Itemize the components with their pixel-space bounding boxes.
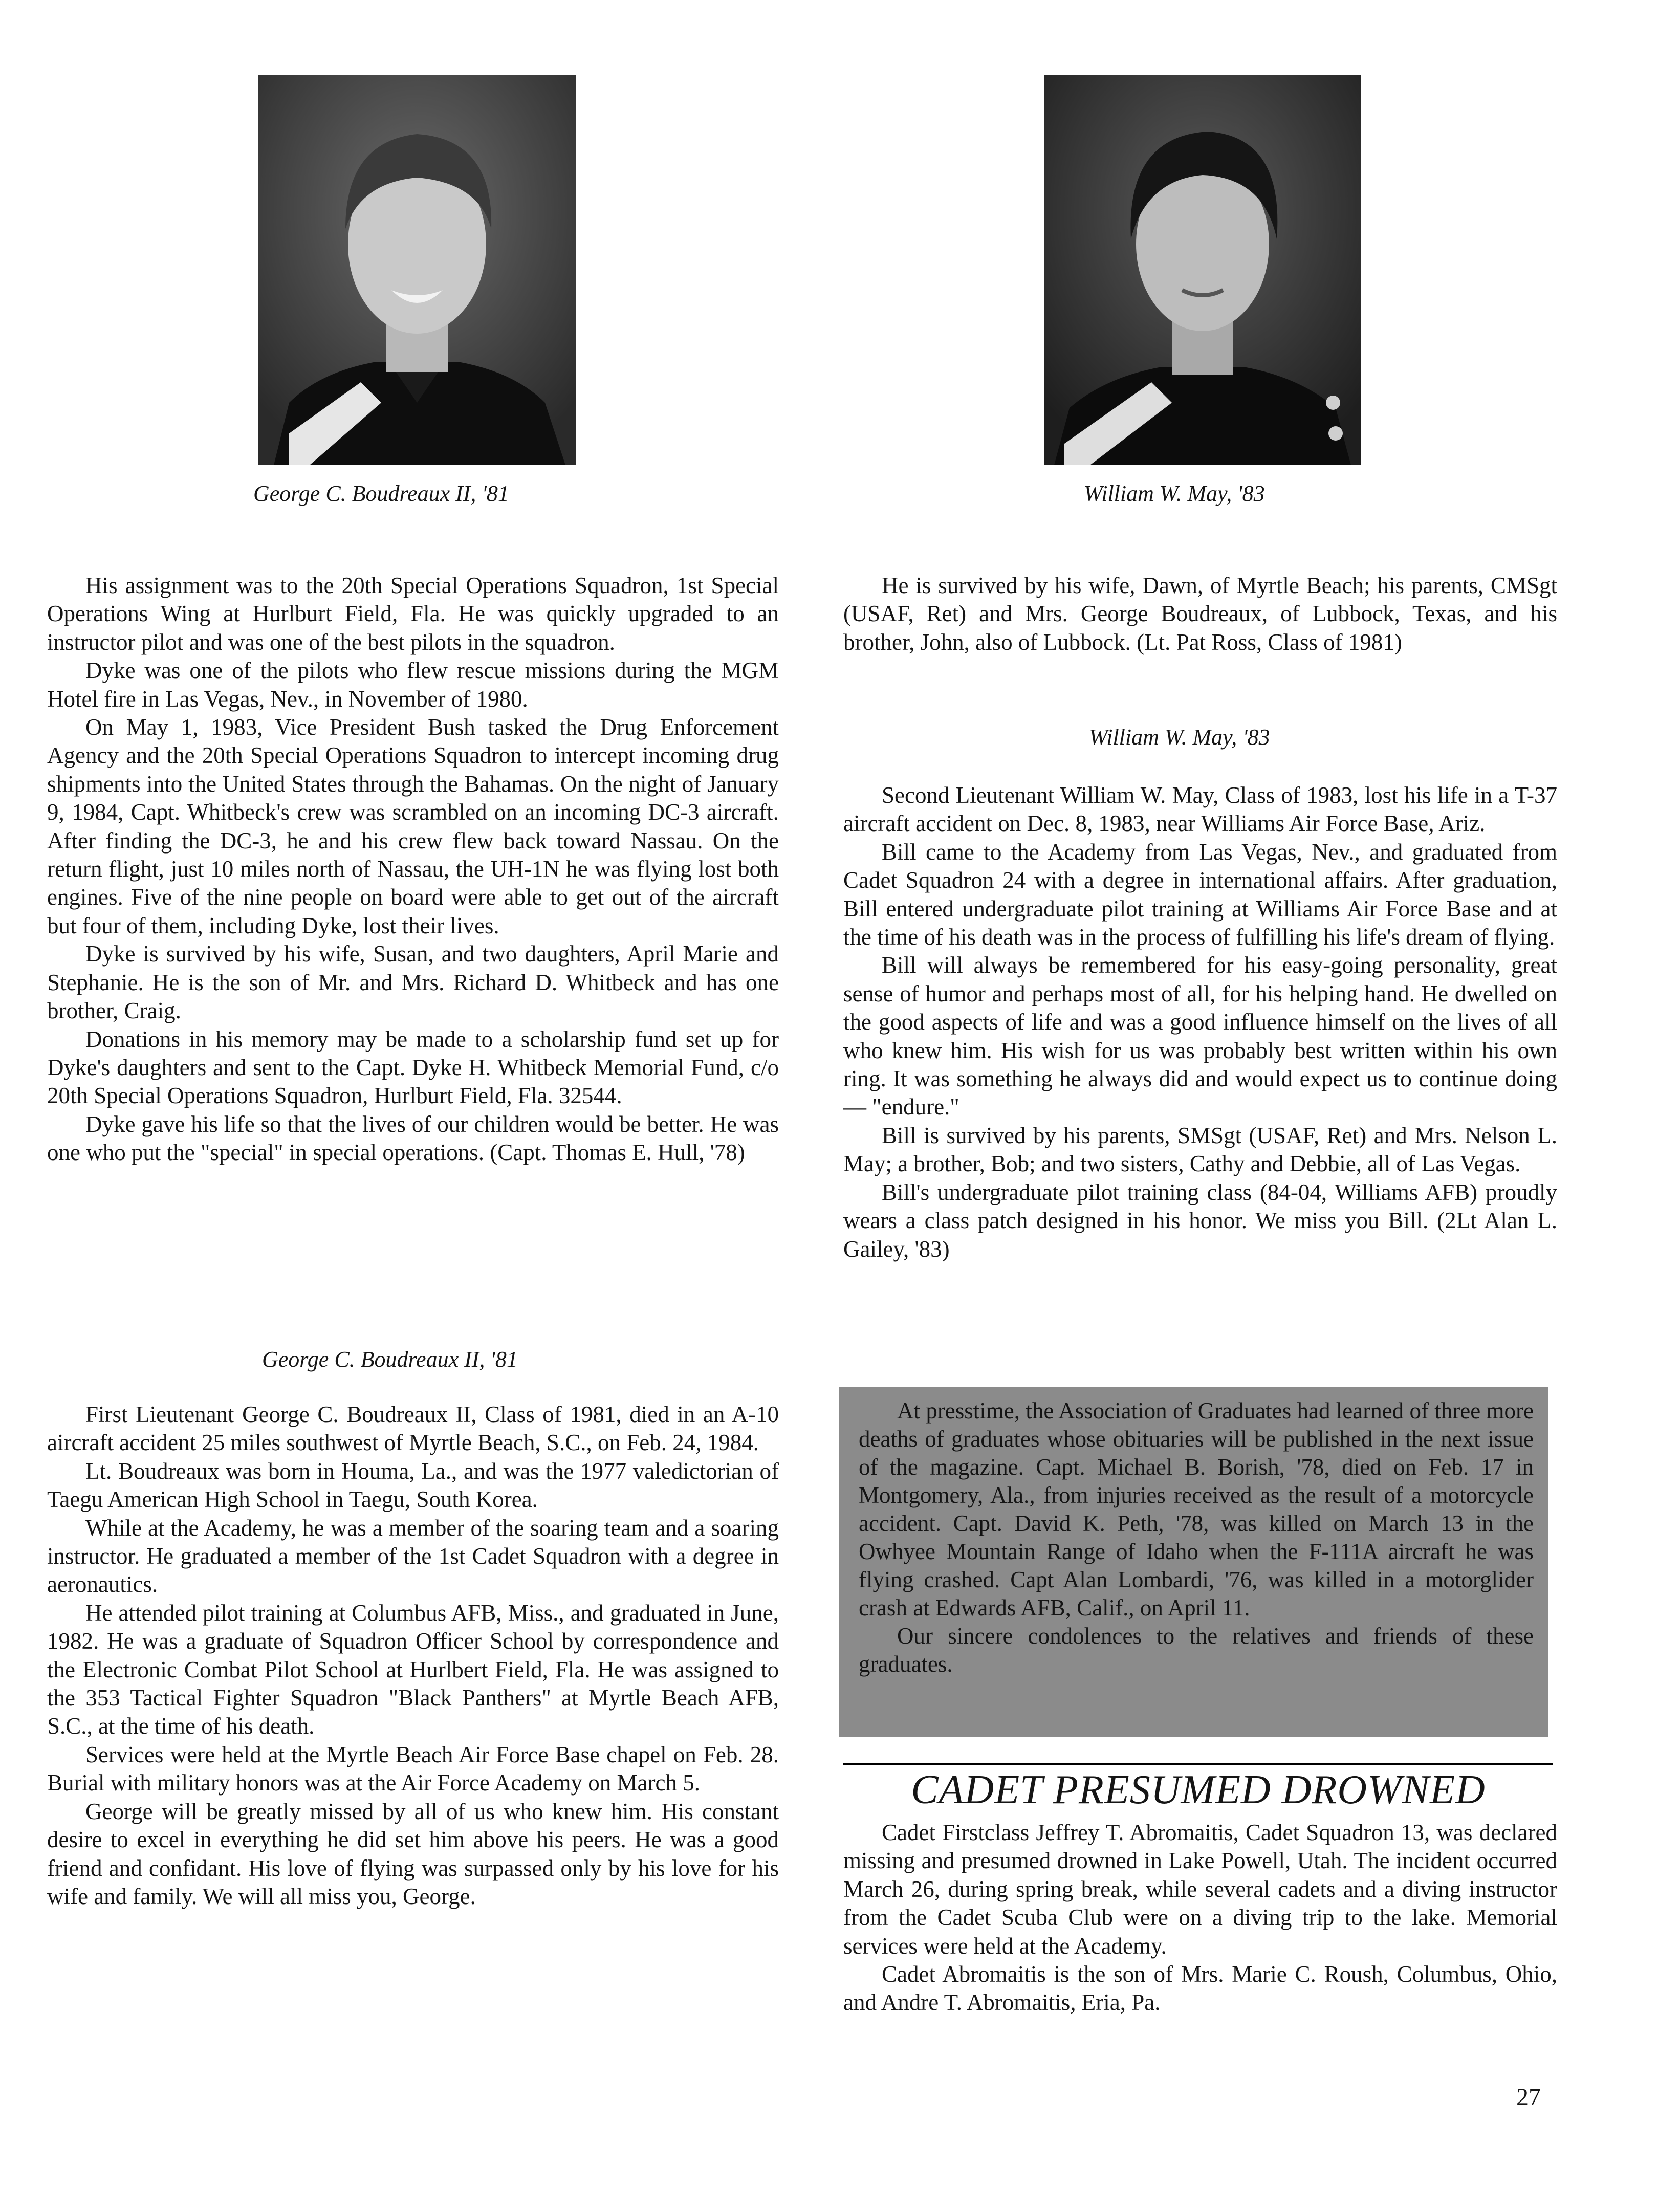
paragraph: Bill's undergraduate pilot training class (84-04, Williams AFB) proudly wears a class patch designed in his honor. We miss you Bill. (2Lt Alan L. Gailey, '83) — [843, 1179, 1557, 1262]
obituary-heading-boudreaux: George C. Boudreaux II, '81 — [262, 1347, 518, 1372]
article-headline: CADET PRESUMED DROWNED — [911, 1767, 1486, 1812]
paragraph: Cadet Firstclass Jeffrey T. Abromaitis, Cadet Squadron 13, was declared missing and presumed drowned in Lake Powell, Utah. The incident occurred March 26, during spring break, while several cadets and a diving instructor from the Cadet Scuba Club were on a diving trip to the lake. Memorial services were held at the Academy. — [843, 1820, 1557, 1959]
paragraph: Services were held at the Myrtle Beach Air Force Base chapel on Feb. 28. Burial with military honors was at the Air Force Academy on March 5. — [47, 1741, 779, 1796]
paragraph: While at the Academy, he was a member of the soaring team and a soaring instructor. He graduated a member of the 1st Cadet Squadron with a degree in aeronautics. — [47, 1515, 779, 1598]
paragraph: On May 1, 1983, Vice President Bush tasked the Drug Enforcement Agency and the 20th Special Operations Squadron to intercept incoming drug shipments into the United States through the Bahamas. On the night of January 9, 1984, Capt. Whitbeck's crew was scrambled on an incoming DC-3 aircraft. After finding the DC-3, he and his crew flew back toward Nassau. On the return flight, just 10 miles north of Nassau, the UH-1N he was flying lost both engines. Five of the nine people on board were able to get out of the aircraft but four of them, including Dyke, lost their lives. — [47, 714, 779, 938]
cadet-article — [843, 1819, 1557, 2017]
whitbeck-obituary-continued — [47, 572, 779, 1167]
paragraph: Bill is survived by his parents, SMSgt (USAF, Ret) and Mrs. Nelson L. May; a brother, Bob; and two sisters, Cathy and Debbie, all of Las Vegas. — [843, 1122, 1557, 1177]
paragraph: Our sincere condolences to the relatives and friends of these graduates. — [859, 1623, 1534, 1677]
paragraph: Dyke is survived by his wife, Susan, and two daughters, April Marie and Stephanie. He is the son of Mr. and Mrs. Richard D. Whitbeck and has one brother, Craig. — [47, 941, 779, 1024]
paragraph: He attended pilot training at Columbus AFB, Miss., and graduated in June, 1982. He was a graduate of Squadron Officer School by correspondence and the Electronic Combat Pilot School at Hurlbert Field, Fla. He was assigned to the 353 Tactical Fighter Squadron "Black Panthers" at Myrtle Beach AFB, S.C., at the time of his death. — [47, 1600, 779, 1739]
paragraph: Dyke gave his life so that the lives of our children would be better. He was one who put the "special" in special operations. (Capt. Thomas E. Hull, '78) — [47, 1111, 779, 1166]
photo-caption-boudreaux: George C. Boudreaux II, '81 — [253, 481, 509, 506]
paragraph: His assignment was to the 20th Special Operations Squadron, 1st Special Operations Wing at Hurlburt Field, Fla. He was quickly upgraded to an instructor pilot and was one of the best pilots in the squadron. — [47, 573, 779, 655]
paragraph: At presstime, the Association of Graduates had learned of three more deaths of graduates whose obituaries will be published in the next issue of the magazine. Capt. Michael B. Borish, '78, died on Feb. 17 in Montgomery, Ala., from injuries received as the result of a motorcycle accident. Capt. David K. Peth, '78, was killed on March 13 in the Owhyee Mountain Range of Idaho when the F-111A aircraft he was flying crashed. Capt Alan Lombardi, '76, was killed in a motorglider crash at Edwards AFB, Calif., on April 11. — [859, 1398, 1534, 1621]
paragraph: He is survived by his wife, Dawn, of Myrtle Beach; his parents, CMSgt (USAF, Ret) and Mrs. George Boudreaux, of Lubbock, Texas, and his brother, John, also of Lubbock. (Lt. Pat Ross, Class of 1981) — [843, 573, 1557, 655]
paragraph: George will be greatly missed by all of us who knew him. His constant desire to excel in everything he did set him above his peers. He was a good friend and confidant. His love of flying was surpassed only by his love for his wife and family. We will all miss you, George. — [47, 1798, 779, 1909]
paragraph: Bill came to the Academy from Las Vegas, Nev., and graduated from Cadet Squadron 24 with a degree in international affairs. After graduation, Bill entered undergraduate pilot training at Williams Air Force Base and at the time of his death was in the process of fulfilling his life's dream of flying. — [843, 839, 1557, 950]
portrait-photo-boudreaux — [258, 75, 576, 465]
paragraph: First Lieutenant George C. Boudreaux II, Class of 1981, died in an A-10 aircraft accident 25 miles southwest of Myrtle Beach, S.C., on Feb. 24, 1984. — [47, 1402, 779, 1456]
paragraph: Lt. Boudreaux was born in Houma, La., and was the 1977 valedictorian of Taegu American High School in Taegu, South Korea. — [47, 1458, 779, 1513]
boudreaux-obituary — [47, 1401, 779, 1911]
paragraph: Bill will always be remembered for his easy-going personality, great sense of humor and perhaps most of all, for his helping hand. He dwelled on the good aspects of life and was a good influence himself on the lives of all who knew him. His wish for us was probably best written within his own ring. It was something he always did and would expect us to continue doing — "endure." — [843, 952, 1557, 1120]
paragraph: Donations in his memory may be made to a scholarship fund set up for Dyke's daughters and sent to the Capt. Dyke H. Whitbeck Memorial Fund, c/o 20th Special Operations Squadron, Hurlburt Field, Fla. 32544. — [47, 1026, 779, 1109]
photo-caption-may: William W. May, '83 — [1084, 481, 1265, 506]
paragraph: Cadet Abromaitis is the son of Mrs. Marie C. Roush, Columbus, Ohio, and Andre T. Abromaitis, Eria, Pa. — [843, 1961, 1557, 2016]
boudreaux-obituary-continued — [843, 572, 1557, 657]
page-number: 27 — [1516, 2084, 1541, 2111]
notice-text — [859, 1397, 1534, 1678]
paragraph: Second Lieutenant William W. May, Class of 1983, lost his life in a T-37 aircraft accident on Dec. 8, 1983, near Williams Air Force Base, Ariz. — [843, 782, 1557, 837]
presstime-notice-box — [839, 1387, 1548, 1737]
obituary-heading-may: William W. May, '83 — [1089, 725, 1270, 750]
paragraph: Dyke was one of the pilots who flew rescue missions during the MGM Hotel fire in Las Vegas, Nev., in November of 1980. — [47, 658, 779, 712]
may-obituary — [843, 781, 1557, 1263]
portrait-photo-may — [1044, 75, 1361, 465]
